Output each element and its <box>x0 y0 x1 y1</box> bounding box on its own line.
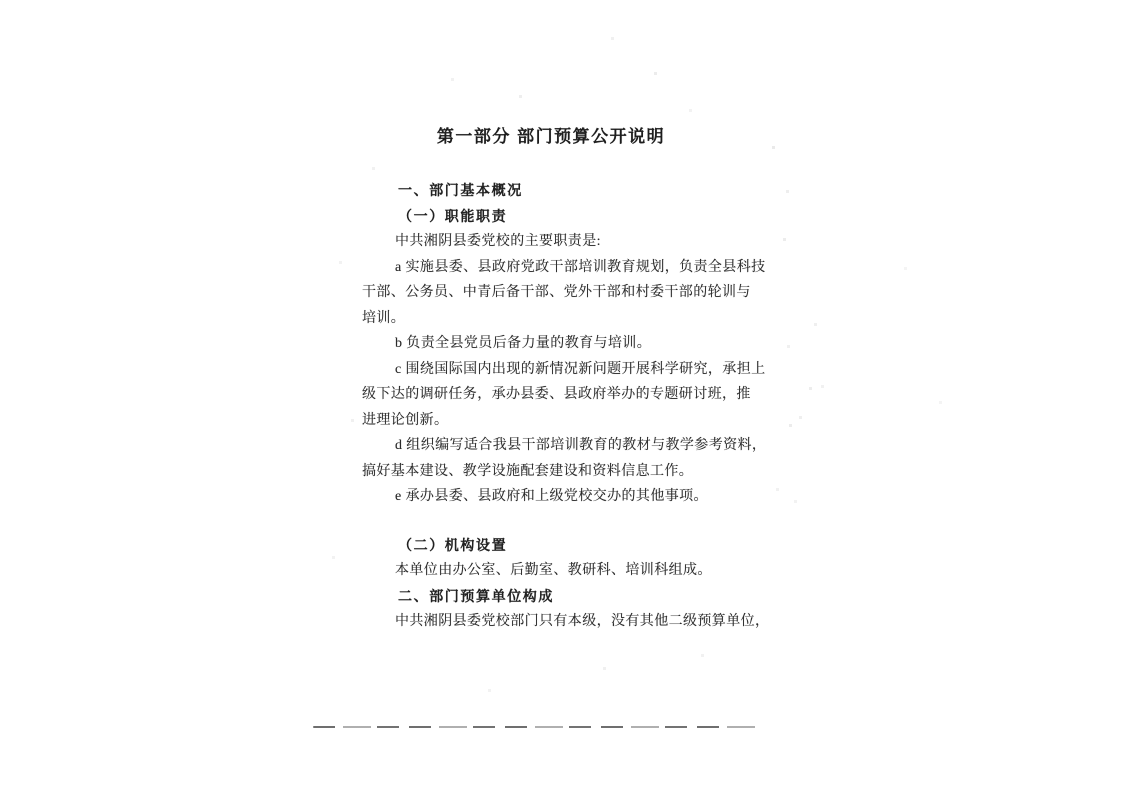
duty-c-line-2: 级下达的调研任务，承办县委、县政府举办的专题研讨班，推 <box>362 387 751 402</box>
scan-noise-speckles <box>0 0 1 1</box>
section-two-heading: 二、部门预算单位构成 <box>398 587 554 604</box>
duty-c-line-1: c 围绕国际国内出现的新情况新问题开展科学研究，承担上 <box>395 361 766 377</box>
page-bottom-scan-edge <box>313 726 758 728</box>
duty-a-line-1: a 实施县委、县政府党政干部培训教育规划，负责全县科技 <box>395 259 766 275</box>
duty-d-line-2: 搞好基本建设、教学设施配套建设和资料信息工作。 <box>362 463 694 479</box>
document-text-block <box>362 124 770 635</box>
organization-body: 本单位由办公室、后勤室、教研科、培训科组成。 <box>395 563 712 578</box>
duty-d-line-1: d 组织编写适合我县干部培训教育的教材与教学参考资料， <box>395 438 767 453</box>
duty-b-line: b 负责全县党员后备力量的教育与培训。 <box>395 336 652 351</box>
duty-c-line-3: 进理论创新。 <box>362 412 449 428</box>
duties-intro: 中共湘阴县委党校的主要职责是: <box>395 234 601 249</box>
section-one-heading: 一、部门基本概况 <box>398 182 523 198</box>
duty-a-line-2: 干部、公务员、中青后备干部、党外干部和村委干部的轮训与 <box>362 285 751 300</box>
duty-e-line: e 承办县委、县政府和上级党校交办的其他事项。 <box>395 489 708 504</box>
page-title: 第一部分 部门预算公开说明 <box>436 127 666 146</box>
duties-subheading: （一）职能职责 <box>398 207 508 224</box>
organization-subheading: （二）机构设置 <box>398 536 508 553</box>
duty-a-line-3: 培训。 <box>362 310 406 326</box>
budget-units-body-line-1: 中共湘阴县委党校部门只有本级，没有其他二级预算单位， <box>395 614 770 629</box>
